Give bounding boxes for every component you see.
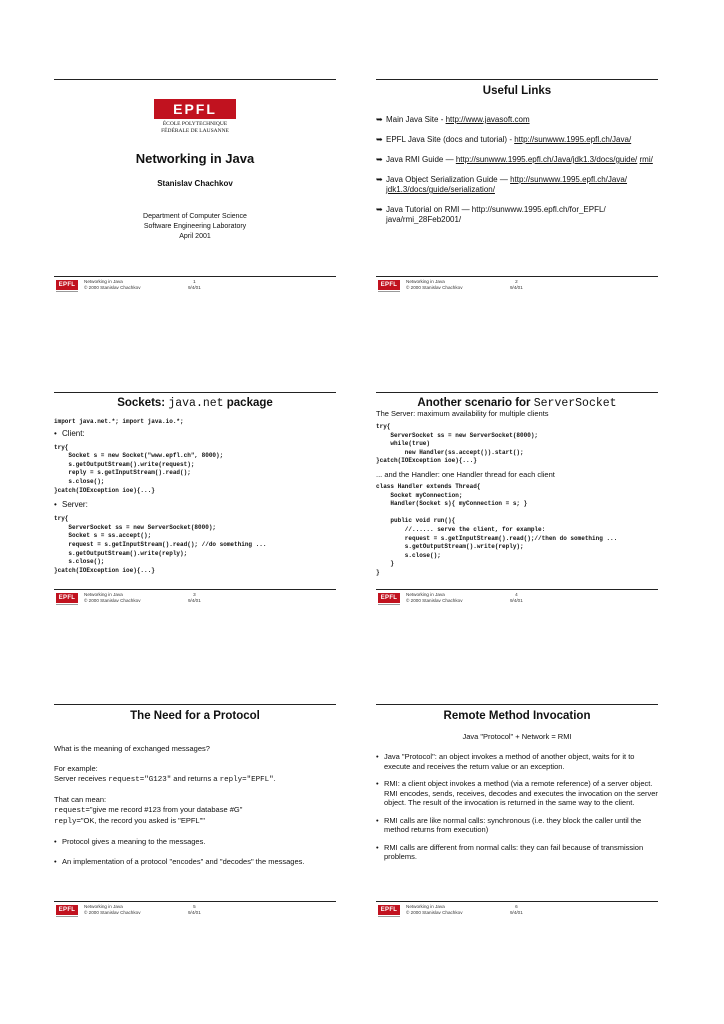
slide-footer <box>54 591 336 609</box>
meaning-label: That can mean: <box>54 795 107 804</box>
footer-logo-rule <box>378 604 400 605</box>
laboratory: Software Engineering Laboratory <box>143 223 247 230</box>
slide-2 <box>376 79 658 299</box>
link-url-cont[interactable]: jdk1.3/docs/guide/serialization/ <box>386 185 495 194</box>
department: Department of Computer Science <box>143 213 247 220</box>
footer-logo: EPFL <box>56 280 78 290</box>
handler-text: ... and the Handler: one Handler thread for each client <box>376 469 555 479</box>
footer-text: Networking in Java © 2000 Stanislav Chachkov <box>84 592 141 603</box>
bullet-item: • Java "Protocol": an object invokes a method of another object, waits for it to execute and receives the return value or an exception. <box>376 752 658 771</box>
footer-logo: EPFL <box>378 905 400 915</box>
slide-3 <box>54 392 336 612</box>
footer-text: Networking in Java © 2000 Stanislav Chachkov <box>406 279 463 290</box>
slide-top-rule <box>54 79 336 80</box>
footer-page: 2 9/4/01 <box>510 279 523 290</box>
footer-text: Networking in Java © 2000 Stanislav Chachkov <box>406 904 463 915</box>
slide-4 <box>376 392 658 612</box>
slide-footer <box>54 903 336 921</box>
link-item: ➥ EPFL Java Site (docs and tutorial) - http://sunwww.1995.epfl.ch/Java/ <box>376 135 658 145</box>
slide-bottom-rule <box>54 589 336 590</box>
epfl-logo-mark: EPFL <box>154 99 236 119</box>
footer-logo: EPFL <box>56 593 78 603</box>
server-loop-code: try{ ServerSocket ss = new ServerSocket(8000); while(true) new Handler(ss.accept()).start(); }catch(IOException ioe){...} <box>376 423 539 465</box>
slide-bottom-rule <box>54 276 336 277</box>
links-list <box>376 115 658 235</box>
slide-body <box>376 409 658 578</box>
slide-body <box>376 752 658 862</box>
footer-page: 4 9/4/01 <box>510 592 523 603</box>
slide-top-rule <box>376 392 658 393</box>
slide-top-rule <box>376 704 658 705</box>
bullet-item: • RMI: a client object invokes a method (via a remote reference) of a server object. RMI encodes, sends, receives, decodes and executes the invocation on the server object. The result of the invocation is returned in the same way to the client. <box>376 779 658 808</box>
rmi-equation: Java "Protocol" + Network = RMI <box>462 732 572 741</box>
slide-title: Sockets: java.net package <box>117 397 273 410</box>
footer-logo-rule <box>56 916 78 917</box>
handler-code: class Handler extends Thread{ Socket myConnection; Handler(Socket s){ myConnection = s; } public void run(){ //...... serve the client, for example: request = s.getInputStream().read();//then do something ... s.getOutputStream().write(reply); s.close(); } } <box>376 482 618 576</box>
link-url[interactable]: http://sunwww.1995.epfl.ch/Java/ <box>514 135 632 144</box>
footer-page: 1 9/4/01 <box>188 279 201 290</box>
slide-top-rule <box>54 392 336 393</box>
question: What is the meaning of exchanged messages? <box>54 744 210 753</box>
epfl-logo <box>154 99 236 135</box>
slide-5 <box>54 704 336 924</box>
epfl-logo-line2: FÉDÉRALE DE LAUSANNE <box>161 128 229 134</box>
footer-logo-rule <box>56 604 78 605</box>
link-url[interactable]: http://www.javasoft.com <box>445 115 530 124</box>
slide-body <box>54 418 336 575</box>
bullet-item: • Protocol gives a meaning to the messages. <box>54 837 336 847</box>
link-url-cont[interactable]: java/rmi_28Feb2001/ <box>386 215 462 224</box>
link-item: ➥ Main Java Site - http://www.javasoft.com <box>376 115 658 125</box>
subtitle: The Server: maximum availability for multiple clients <box>376 409 549 418</box>
footer-page: 6 9/4/01 <box>510 904 523 915</box>
footer-logo-rule <box>378 916 400 917</box>
epfl-logo-line1: ÉCOLE POLYTECHNIQUE <box>162 121 228 127</box>
slide-title: Another scenario for ServerSocket <box>417 397 617 410</box>
footer-page: 3 9/4/01 <box>188 592 201 603</box>
footer-page: 5 9/4/01 <box>188 904 201 915</box>
slide-body <box>54 744 336 867</box>
author-name: Stanislav Chachkov <box>157 179 233 188</box>
link-url[interactable]: http://sunwww.1995.epfl.ch/Java/jdk1.3/docs/guide/ <box>455 155 638 164</box>
footer-logo: EPFL <box>56 905 78 915</box>
slide-1 <box>54 79 336 299</box>
footer-logo-rule <box>56 291 78 292</box>
link-item: ➥ Java Tutorial on RMI — http://sunwww.1995.epfl.ch/for_EPFL/ java/rmi_28Feb2001/ <box>376 205 658 225</box>
footer-logo: EPFL <box>378 593 400 603</box>
slide-footer <box>376 278 658 296</box>
bullet-item: • An implementation of a protocol "encodes" and "decodes" the messages. <box>54 857 336 867</box>
slide-bottom-rule <box>376 901 658 902</box>
slide-title: Useful Links <box>482 85 552 97</box>
footer-text: Networking in Java © 2000 Stanislav Chachkov <box>84 279 141 290</box>
server-label: • Server: <box>54 500 336 510</box>
presentation-date: April 2001 <box>179 233 211 240</box>
slide-top-rule <box>54 704 336 705</box>
slide-title: The Need for a Protocol <box>130 710 260 722</box>
link-item: ➥ Java RMI Guide — http://sunwww.1995.epfl.ch/Java/jdk1.3/docs/guide/ rmi/ <box>376 155 658 165</box>
imports-code: import java.net.*; import java.io.*; <box>54 418 184 425</box>
example-line: Server receives request="G123" and returns a reply="EPFL". <box>54 774 276 784</box>
footer-text: Networking in Java © 2000 Stanislav Chachkov <box>84 904 141 915</box>
slide-6 <box>376 704 658 924</box>
slide-top-rule <box>376 79 658 80</box>
footer-logo: EPFL <box>378 280 400 290</box>
client-label: • Client: <box>54 429 336 439</box>
footer-text: Networking in Java © 2000 Stanislav Chachkov <box>406 592 463 603</box>
slide-bottom-rule <box>376 589 658 590</box>
presentation-title: Networking in Java <box>135 151 255 166</box>
bullet-item: • RMI calls are different from normal calls: they can fail because of transmission problems. <box>376 843 658 862</box>
slide-title: Remote Method Invocation <box>443 710 591 722</box>
slide-footer <box>376 903 658 921</box>
footer-logo-rule <box>378 291 400 292</box>
meaning-line-1: request="give me record #123 from your database #G" <box>54 805 243 815</box>
slide-bottom-rule <box>54 901 336 902</box>
bullet-item: • RMI calls are like normal calls: synchronous (i.e. they block the caller until the method returns from execution) <box>376 816 658 835</box>
example-label: For example: <box>54 764 98 773</box>
server-code: try{ ServerSocket ss = new ServerSocket(8000); Socket s = ss.accept(); request = s.getInputStream().read(); //do something ... s.getOutputStream().write(reply); s.close(); }catch(IOException ioe){...} <box>54 515 267 574</box>
link-url[interactable]: http://sunwww.1995.epfl.ch/Java/ <box>510 175 628 184</box>
link-item: ➥ Java Object Serialization Guide — http://sunwww.1995.epfl.ch/Java/ jdk1.3/docs/guide/serialization/ <box>376 175 658 195</box>
meaning-line-2: reply="OK, the record you asked is "EPFL"" <box>54 816 205 826</box>
client-code: try{ Socket s = new Socket("www.epfl.ch", 8000); s.getOutputStream().write(request); reply = s.getInputStream().read(); s.close(); }catch(IOException ioe){...} <box>54 443 224 494</box>
slide-bottom-rule <box>376 276 658 277</box>
slide-footer <box>376 591 658 609</box>
link-url-cont[interactable]: rmi/ <box>639 155 653 164</box>
slide-footer <box>54 278 336 296</box>
